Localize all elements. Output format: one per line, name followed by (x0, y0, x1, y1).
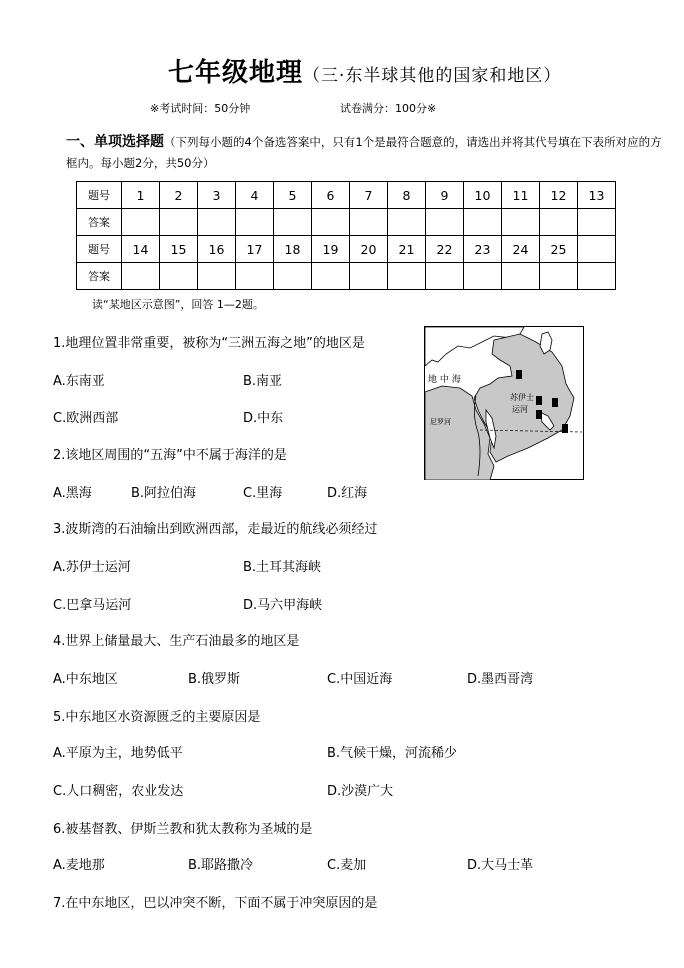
question-number-cell: 10 (464, 182, 502, 209)
question-number-cell: 7 (350, 182, 388, 209)
answer-cell[interactable] (540, 263, 578, 290)
question-number-cell: 8 (388, 182, 426, 209)
answer-cell[interactable] (578, 209, 616, 236)
option-item[interactable]: B.阿拉伯海 (131, 486, 197, 501)
oil-marker (562, 424, 568, 433)
answer-cell[interactable] (274, 263, 312, 290)
question-number-cell (578, 236, 616, 263)
table-row (77, 263, 616, 290)
answer-cell[interactable] (464, 263, 502, 290)
option-item[interactable]: B.俄罗斯 (188, 672, 241, 687)
question-number-cell: 11 (502, 182, 540, 209)
full-score: 试卷满分：100分※ (340, 102, 437, 115)
question-number-cell: 5 (274, 182, 312, 209)
option-item[interactable]: C.里海 (243, 486, 283, 501)
answer-cell[interactable] (426, 209, 464, 236)
answer-cell[interactable] (578, 263, 616, 290)
question-number-cell: 9 (426, 182, 464, 209)
option-item[interactable]: B.气候干燥，河流稀少 (327, 746, 458, 761)
row-header: 题号 (77, 236, 122, 263)
question-stem: 4.世界上储量最大、生产石油最多的地区是 (53, 634, 300, 649)
oil-marker (536, 410, 542, 419)
section-title: 单项选择题 (94, 134, 164, 150)
answer-cell[interactable] (388, 209, 426, 236)
question-number-cell: 17 (236, 236, 274, 263)
map-label-nile: 尼罗河 (430, 418, 451, 426)
option-item[interactable]: B.南亚 (243, 374, 283, 389)
option-item[interactable]: C.麦加 (327, 858, 367, 873)
section-instructions: （下列每小题的4个备选答案中，只有1个是最符合题意的，请选出并将其代号填在下表所对应的方框内。每小题2分，共50分） (66, 135, 662, 170)
table-row (77, 209, 616, 236)
section-heading (66, 132, 666, 174)
option-item[interactable]: D.红海 (327, 486, 368, 501)
map-label-canal: 运河 (512, 405, 528, 414)
answer-cell[interactable] (464, 209, 502, 236)
question-number-cell: 25 (540, 236, 578, 263)
answer-cell[interactable] (122, 209, 160, 236)
section-number: 一、 (66, 134, 94, 150)
option-item[interactable]: D.墨西哥湾 (467, 672, 534, 687)
answer-cell[interactable] (388, 263, 426, 290)
question-number-cell: 13 (578, 182, 616, 209)
question-number-cell: 24 (502, 236, 540, 263)
question-number-cell: 18 (274, 236, 312, 263)
option-item[interactable]: D.大马士革 (467, 858, 534, 873)
question-stem: 6.被基督教、伊斯兰教和犹太教称为圣城的是 (53, 822, 313, 837)
oil-marker (516, 370, 522, 379)
question-number-cell: 16 (198, 236, 236, 263)
option-item[interactable]: A.中东地区 (53, 672, 118, 687)
option-item[interactable]: D.中东 (243, 411, 284, 426)
question-number-cell: 20 (350, 236, 388, 263)
answer-cell[interactable] (198, 263, 236, 290)
question-stem: 5.中东地区水资源匮乏的主要原因是 (53, 710, 261, 725)
option-item[interactable]: C.欧洲西部 (53, 411, 119, 426)
answer-cell[interactable] (502, 209, 540, 236)
answer-cell[interactable] (540, 209, 578, 236)
option-item[interactable]: D.沙漠广大 (327, 784, 394, 799)
question-number-cell: 22 (426, 236, 464, 263)
option-item[interactable]: C.人口稠密，农业发达 (53, 784, 184, 799)
question-number-cell: 2 (160, 182, 198, 209)
question-number-cell: 12 (540, 182, 578, 209)
oil-marker (552, 398, 558, 407)
answer-cell[interactable] (160, 209, 198, 236)
answer-cell[interactable] (122, 263, 160, 290)
region-map (424, 326, 584, 480)
option-item[interactable]: A.苏伊士运河 (53, 560, 131, 575)
answer-cell[interactable] (236, 209, 274, 236)
row-header: 答案 (77, 263, 122, 290)
row-header: 答案 (77, 209, 122, 236)
question-stem: 7.在中东地区，巴以冲突不断，下面不属于冲突原因的是 (53, 896, 378, 911)
question-number-cell: 6 (312, 182, 350, 209)
question-number-cell: 23 (464, 236, 502, 263)
option-item[interactable]: B.耶路撒冷 (188, 858, 254, 873)
question-number-cell: 15 (160, 236, 198, 263)
option-item[interactable]: B.土耳其海峡 (243, 560, 322, 575)
question-number-cell: 21 (388, 236, 426, 263)
option-item[interactable]: A.黑海 (53, 486, 92, 501)
row-header: 题号 (77, 182, 122, 209)
question-number-cell: 1 (122, 182, 160, 209)
question-stem: 1.地理位置非常重要，被称为“三洲五海之地”的地区是 (53, 336, 365, 351)
question-number-cell: 14 (122, 236, 160, 263)
answer-cell[interactable] (350, 209, 388, 236)
option-item[interactable]: A.东南亚 (53, 374, 105, 389)
table-row (77, 182, 616, 209)
option-item[interactable]: D.马六甲海峡 (243, 598, 323, 613)
question-stem: 3.波斯湾的石油输出到欧洲西部，走最近的航线必须经过 (53, 522, 378, 537)
title-main: 七年级地理 (168, 58, 304, 88)
answer-cell[interactable] (274, 209, 312, 236)
answer-cell[interactable] (198, 209, 236, 236)
page-title (168, 52, 561, 89)
answer-cell[interactable] (236, 263, 274, 290)
answer-table (76, 181, 616, 290)
title-sub: （三·东半球其他的国家和地区） (303, 66, 562, 86)
answer-cell[interactable] (312, 209, 350, 236)
question-number-cell: 4 (236, 182, 274, 209)
answer-cell[interactable] (160, 263, 198, 290)
answer-cell[interactable] (350, 263, 388, 290)
option-item[interactable]: C.中国近海 (327, 672, 393, 687)
question-stem: 2.该地区周围的“五海”中不属于海洋的是 (53, 448, 287, 463)
question-number-cell: 3 (198, 182, 236, 209)
map-label-suez: 苏伊士 (510, 393, 534, 402)
answer-cell[interactable] (502, 263, 540, 290)
oil-marker (536, 396, 542, 405)
map-reading-note: 读“某地区示意图”，回答 1—2题。 (92, 298, 264, 311)
answer-cell[interactable] (426, 263, 464, 290)
table-row (77, 236, 616, 263)
question-number-cell: 19 (312, 236, 350, 263)
answer-cell[interactable] (312, 263, 350, 290)
option-item[interactable]: A.平原为主，地势低平 (53, 746, 183, 761)
option-item[interactable]: C.巴拿马运河 (53, 598, 132, 613)
map-label-mediterranean: 地 中 海 (428, 375, 461, 385)
option-item[interactable]: A.麦地那 (53, 858, 105, 873)
exam-time: ※考试时间：50分钟 (150, 102, 251, 115)
